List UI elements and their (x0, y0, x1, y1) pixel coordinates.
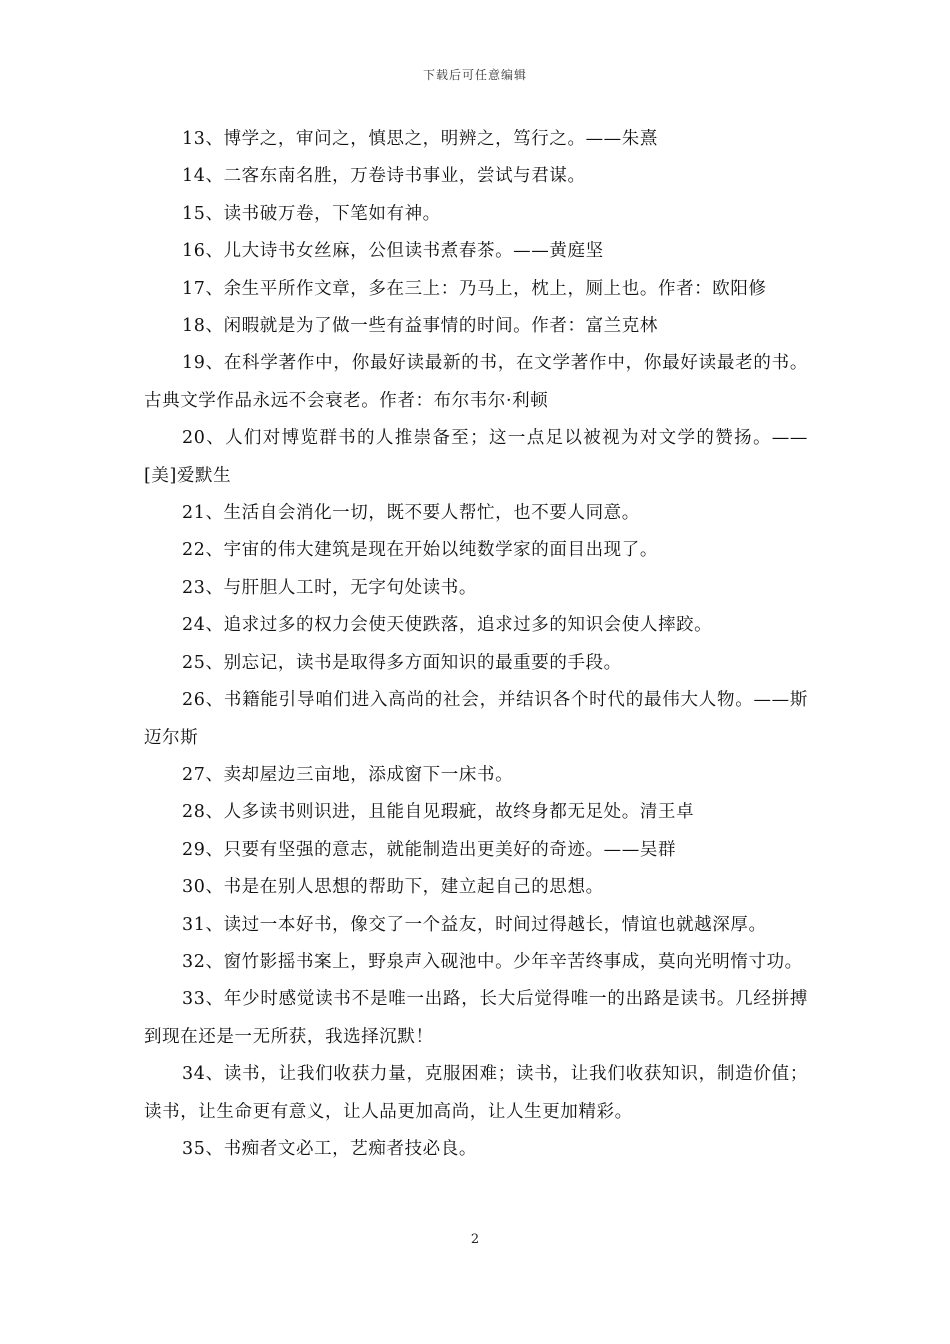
quote-paragraph: 30、书是在别人思想的帮助下，建立起自己的思想。 (182, 877, 604, 898)
quote-paragraph: 25、别忘记，读书是取得多方面知识的最重要的手段。 (182, 652, 622, 673)
quote-paragraph: 20、人们对博览群书的人推崇备至；这一点足以被视为对文学的赞扬。——[美]爱默生 (144, 428, 808, 486)
quote-paragraph: 18、闲暇就是为了做一些有益事情的时间。作者：富兰克林 (182, 316, 658, 337)
quote-paragraph: 17、余生平所作文章，多在三上：乃马上，枕上，厕上也。作者：欧阳修 (182, 278, 767, 299)
quote-paragraph: 22、宇宙的伟大建筑是现在开始以纯数学家的面目出现了。 (182, 540, 658, 561)
quote-paragraph: 19、在科学著作中，你最好读最新的书，在文学著作中，你最好读最老的书。古典文学作品永远不会衰老。作者：布尔韦尔·利顿 (144, 353, 808, 411)
page-header: 下载后可任意编辑 (422, 68, 527, 82)
quote-paragraph: 16、儿大诗书女丝麻，公但读书煮春茶。——黄庭坚 (182, 241, 604, 262)
quote-paragraph: 35、书痴者文必工，艺痴者技必良。 (182, 1138, 477, 1159)
quote-paragraph: 34、读书，让我们收获力量，克服困难；读书，让我们收获知识，制造价值；读书，让生命更有意义，让人品更加高尚，让人生更加精彩。 (144, 1064, 808, 1122)
quote-paragraph: 23、与肝胆人工时，无字句处读书。 (182, 577, 477, 598)
quote-paragraph: 26、书籍能引导咱们进入高尚的社会，并结识各个时代的最伟大人物。——斯迈尔斯 (144, 690, 808, 748)
page-number: 2 (470, 1232, 480, 1247)
quote-paragraph: 14、二客东南名胜，万卷诗书事业，尝试与君谋。 (182, 166, 586, 187)
quote-paragraph: 21、生活自会消化一切，既不要人帮忙，也不要人同意。 (182, 503, 640, 524)
quote-paragraph: 24、追求过多的权力会使天使跌落，追求过多的知识会使人摔跤。 (182, 615, 713, 636)
quote-paragraph: 28、人多读书则识进，且能自见瑕疵，故终身都无足处。清王卓 (182, 802, 695, 823)
quote-list (144, 121, 808, 1168)
quote-paragraph: 33、年少时感觉读书不是唯一出路，长大后觉得唯一的出路是读书。几经拼搏到现在还是一无所获，我选择沉默！ (144, 989, 808, 1047)
quote-paragraph: 27、卖却屋边三亩地，添成窗下一床书。 (182, 764, 514, 785)
quote-paragraph: 31、读过一本好书，像交了一个益友，时间过得越长，情谊也就越深厚。 (182, 914, 767, 935)
quote-paragraph: 13、博学之，审问之，慎思之，明辨之，笃行之。——朱熹 (182, 129, 658, 149)
quote-paragraph: 32、窗竹影摇书案上，野泉声入砚池中。少年辛苦终事成，莫向光明惰寸功。 (182, 951, 803, 972)
quote-paragraph: 15、读书破万卷，下笔如有神。 (182, 203, 441, 224)
quote-paragraph: 29、只要有坚强的意志，就能制造出更美好的奇迹。——吴群 (182, 839, 677, 860)
